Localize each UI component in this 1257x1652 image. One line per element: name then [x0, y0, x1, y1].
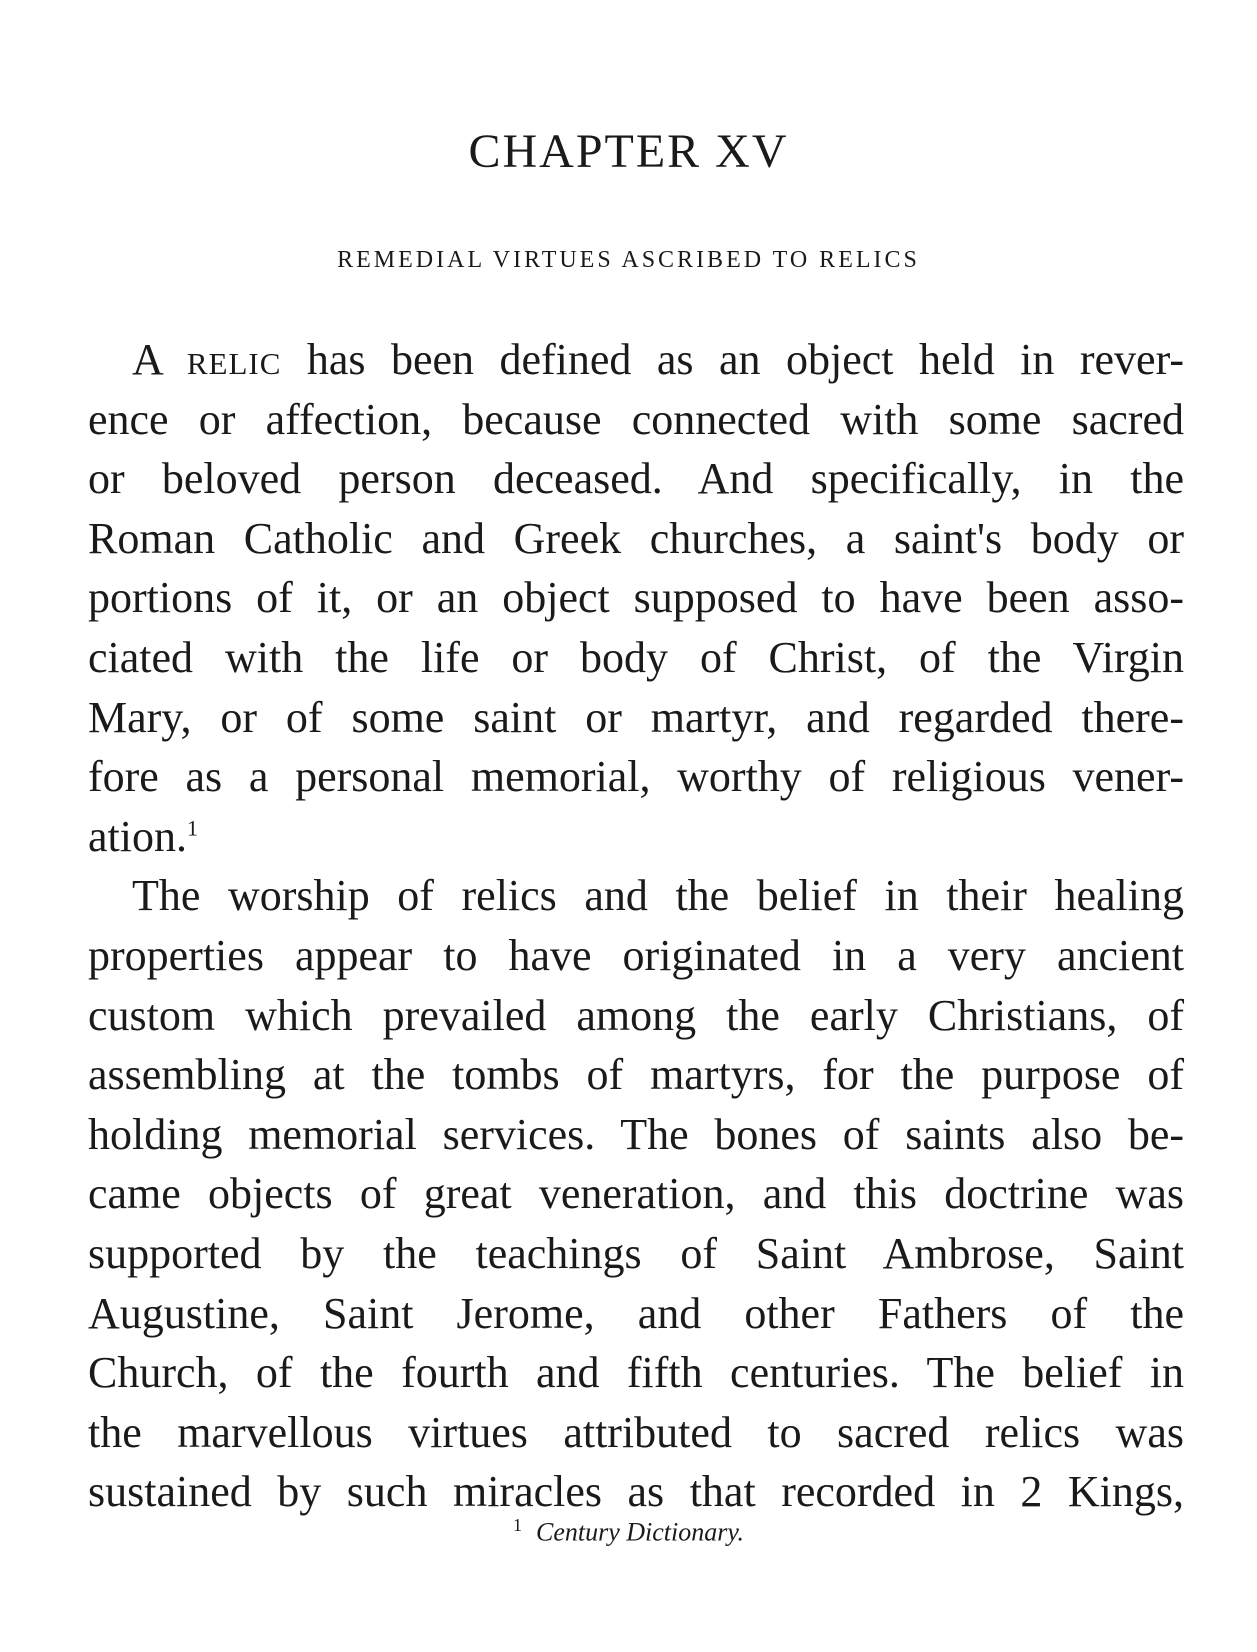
paragraph-1-line-3: or beloved person deceased. And specifically, in the	[88, 454, 1184, 504]
paragraph-1-line-7: Mary, or of some saint or martyr, and regarded there-	[88, 692, 1184, 742]
paragraph-2-line-8: Augustine, Saint Jerome, and other Fathers of the	[88, 1288, 1184, 1338]
paragraph-2-line-2: properties appear to have originated in a very ancient	[88, 930, 1184, 980]
paragraph-2-line-9: Church, of the fourth and fifth centuries. The belief in	[88, 1348, 1184, 1398]
paragraph-1-line-4: Roman Catholic and Greek churches, a saint's body or	[88, 513, 1184, 563]
footnote-number: 1	[513, 1515, 522, 1535]
paragraph-1-line-9-text: ation.	[88, 811, 187, 861]
paragraph-1-line-8: fore as a personal memorial, worthy of religious vener-	[88, 752, 1184, 802]
footnote	[0, 1516, 1257, 1546]
paragraph-1-line-5: portions of it, or an object supposed to have been asso-	[88, 573, 1184, 623]
paragraph-1-line-2: ence or affection, because connected with some sacred	[88, 394, 1184, 444]
footnote-text: Century Dictionary.	[536, 1517, 744, 1547]
chapter-title: CHAPTER XV	[468, 125, 789, 178]
paragraph-1-line-1	[88, 330, 1184, 390]
paragraph-2-line-3: custom which prevailed among the early Christians, of	[88, 990, 1184, 1040]
body-text	[88, 330, 1184, 1522]
paragraph-2-line-10: the marvellous virtues attributed to sacred relics was	[88, 1407, 1184, 1457]
paragraph-1-line-1-text: has been defined as an object held in rever-	[281, 335, 1185, 384]
chapter-subtitle: REMEDIAL VIRTUES ASCRIBED TO RELICS	[337, 247, 920, 273]
paragraph-2-line-7: supported by the teachings of Saint Ambrose, Saint	[88, 1228, 1184, 1278]
paragraph-2-line-11: sustained by such miracles as that recorded in 2 Kings,	[88, 1467, 1184, 1517]
paragraph-2-line-4: assembling at the tombs of martyrs, for the purpose of	[88, 1050, 1184, 1100]
paragraph-2-line-5: holding memorial services. The bones of saints also be-	[88, 1109, 1184, 1159]
paragraph-1-line-6: ciated with the life or body of Christ, of the Virgin	[88, 632, 1184, 682]
lead-word: A	[132, 335, 162, 384]
paragraph-2-line-1: The worship of relics and the belief in their healing	[132, 871, 1184, 921]
paragraph-1-line-9	[88, 807, 1184, 867]
footnote-reference[interactable]: 1	[186, 815, 198, 841]
paragraph-2-line-6: came objects of great veneration, and this doctrine was	[88, 1169, 1184, 1219]
lead-smallcaps: relic	[186, 335, 282, 384]
